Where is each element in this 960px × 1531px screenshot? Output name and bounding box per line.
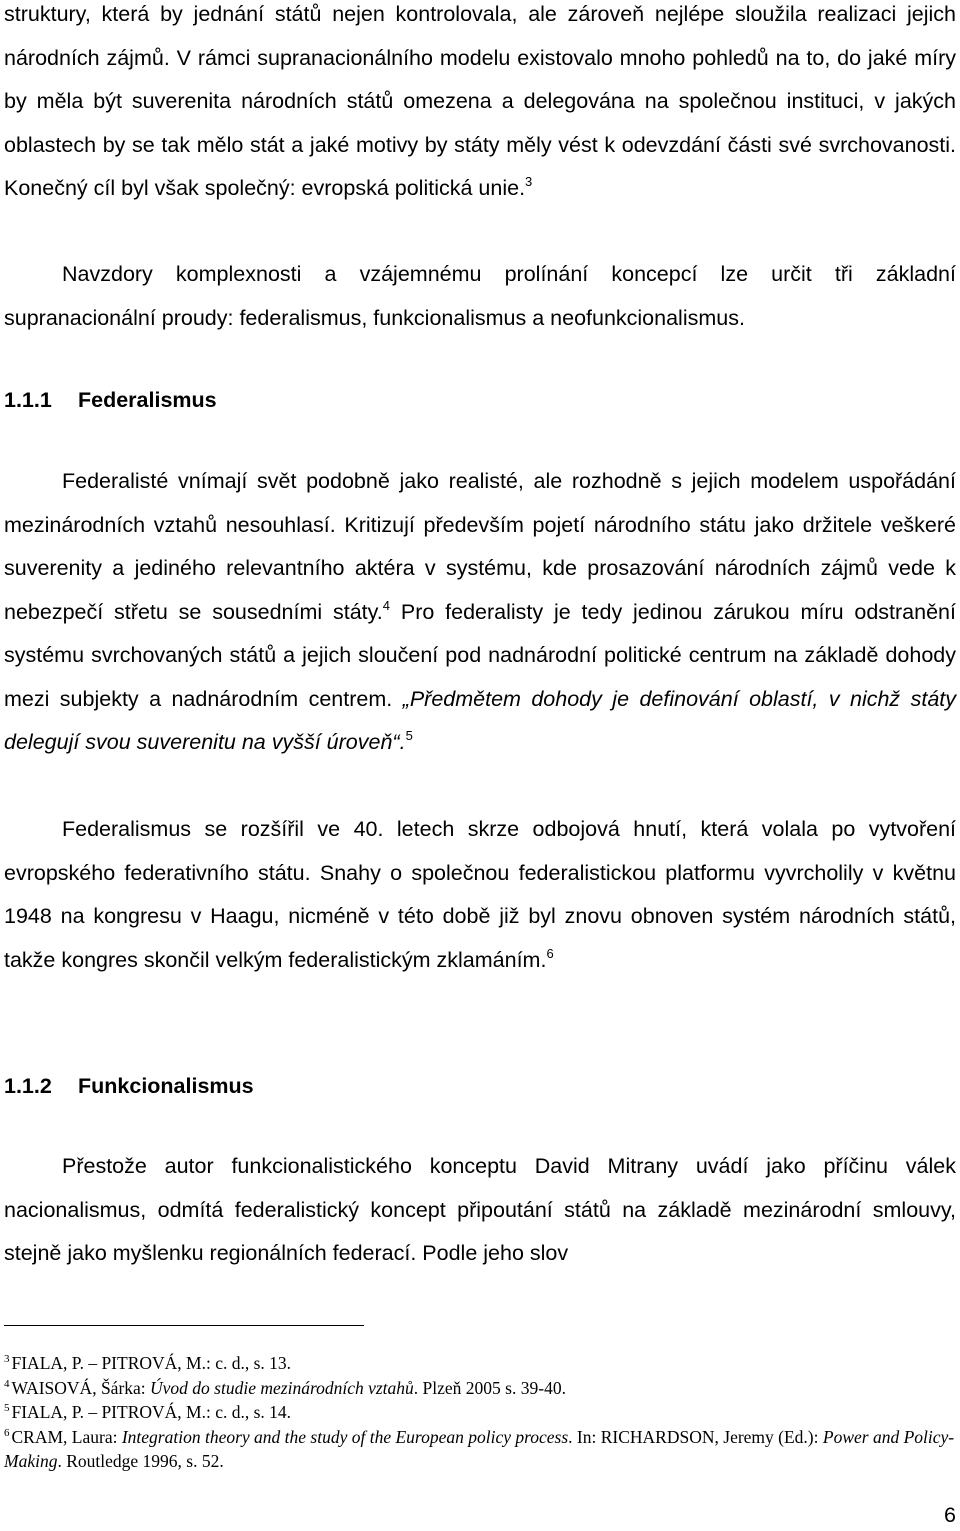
paragraph-text-continued: Pro federalisty je tedy jedinou zárukou míru odstranění systému svrchovaných států a jejich sloučení pod nadnárodní politické centrum na základě dohody mezi subjekty a nadnárodním centrem.: [4, 599, 956, 711]
footnote-number: 6: [4, 1426, 10, 1439]
section-heading-federalism: [4, 385, 217, 415]
section-number: 1.1.2: [4, 1074, 52, 1098]
section-number: 1.1.1: [4, 388, 52, 412]
footnote-author: CRAM, Laura:: [11, 1426, 122, 1447]
footnote-number: 3: [4, 1353, 10, 1365]
footnote-5: [4, 1400, 956, 1425]
footnote-4: [4, 1376, 956, 1401]
footnote-3: [4, 1351, 956, 1376]
footnote-ref-5[interactable]: 5: [405, 728, 413, 743]
footnote-publisher: . Plzeň 2005 s. 39-40.: [413, 1377, 566, 1398]
footnote-text: FIALA, P. – PITROVÁ, M.: c. d., s. 13.: [11, 1353, 292, 1373]
paragraph-text: struktury, která by jednání států nejen kontrolovala, ale zároveň nejlépe sloužila realizaci jejich národních zájmů. V rámci supranacionálního modelu existovalo mnoho pohledů na to, do jaké míry by měla být suverenita národních států omezena a delegována na společnou instituci, v jakých oblastech by se tak mělo stát a jaké motivy by státy měly vést k odevzdání části své svrchovanosti. Konečný cíl byl však společný: evropská politická unie.: [4, 2, 956, 200]
footnote-separator: [4, 1325, 364, 1326]
paragraph-text: Přestože autor funkcionalistického konceptu David Mitrany uvádí jako příčinu válek nacionalismus, odmítá federalistický koncept připoutání států na základě mezinárodní smlouvy, stejně jako myšlenku regionálních federací. Podle jeho slov: [4, 1154, 956, 1265]
section-title: Funkcionalismus: [78, 1074, 254, 1098]
paragraph-text: Federalismus se rozšířil ve 40. letech skrze odbojová hnutí, která volala po vytvoření evropského federativního státu. Snahy o společnou federalistickou platformu vyvrcholily v květnu 1948 na kongresu v Haagu, nicméně v této době již byl znovu obnoven systém národních států, takže kongres skončil velkým federalistickým zklamáním.: [4, 817, 956, 972]
paragraph-text: Federalisté vnímají svět podobně jako realisté, ale rozhodně s jejich modelem uspořádání mezinárodních vztahů nesouhlasí. Kritizují především pojetí národního státu jako držitele veškeré suverenity a jediného relevantního aktéra v systému, kde prosazování národních zájmů vede k nebezpečí střetu se sousedními státy.: [4, 469, 956, 624]
footnote-title: Úvod do studie mezinárodních vztahů: [150, 1377, 414, 1398]
paragraph-supranational-models: [4, 0, 956, 211]
section-title: Federalismus: [78, 388, 217, 412]
footnote-text: FIALA, P. – PITROVÁ, M.: c. d., s. 14.: [11, 1402, 292, 1422]
italic-quote: „Předmětem dohody je definování oblastí, v nichž státy delegují svou suverenitu na vyšší úroveň“.: [4, 686, 957, 754]
paragraph-supranational-streams: [4, 253, 956, 340]
footnote-editor: . In: RICHARDSON, Jeremy (Ed.):: [568, 1426, 823, 1447]
footnote-ref-3[interactable]: 3: [525, 174, 533, 189]
footnotes: [4, 1351, 956, 1474]
footnote-ref-4[interactable]: 4: [382, 597, 391, 613]
paragraph-functionalism: [4, 1145, 956, 1276]
paragraph-text: Navzdory komplexnosti a vzájemnému prolínání koncepcí lze určit tři základní supranacionální proudy: federalismus, funkcionalismus a neofunkcionalismus.: [4, 262, 956, 330]
footnote-author: WAISOVÁ, Šárka:: [11, 1377, 151, 1398]
footnote-title: Integration theory and the study of the European policy process: [121, 1426, 569, 1447]
footnote-ref-6[interactable]: 6: [546, 945, 554, 961]
paragraph-federalism-history: [4, 808, 956, 982]
footnote-publisher: . Routledge 1996, s. 52.: [57, 1451, 224, 1471]
section-heading-functionalism: [4, 1071, 254, 1101]
page-number: 6: [944, 1503, 956, 1527]
footnote-6: [4, 1425, 956, 1474]
paragraph-federalists: [4, 460, 956, 765]
footnote-number: 5: [4, 1402, 10, 1414]
footnote-number: 4: [4, 1377, 10, 1390]
footnote-book-title: Power and Policy-Making: [4, 1426, 955, 1471]
